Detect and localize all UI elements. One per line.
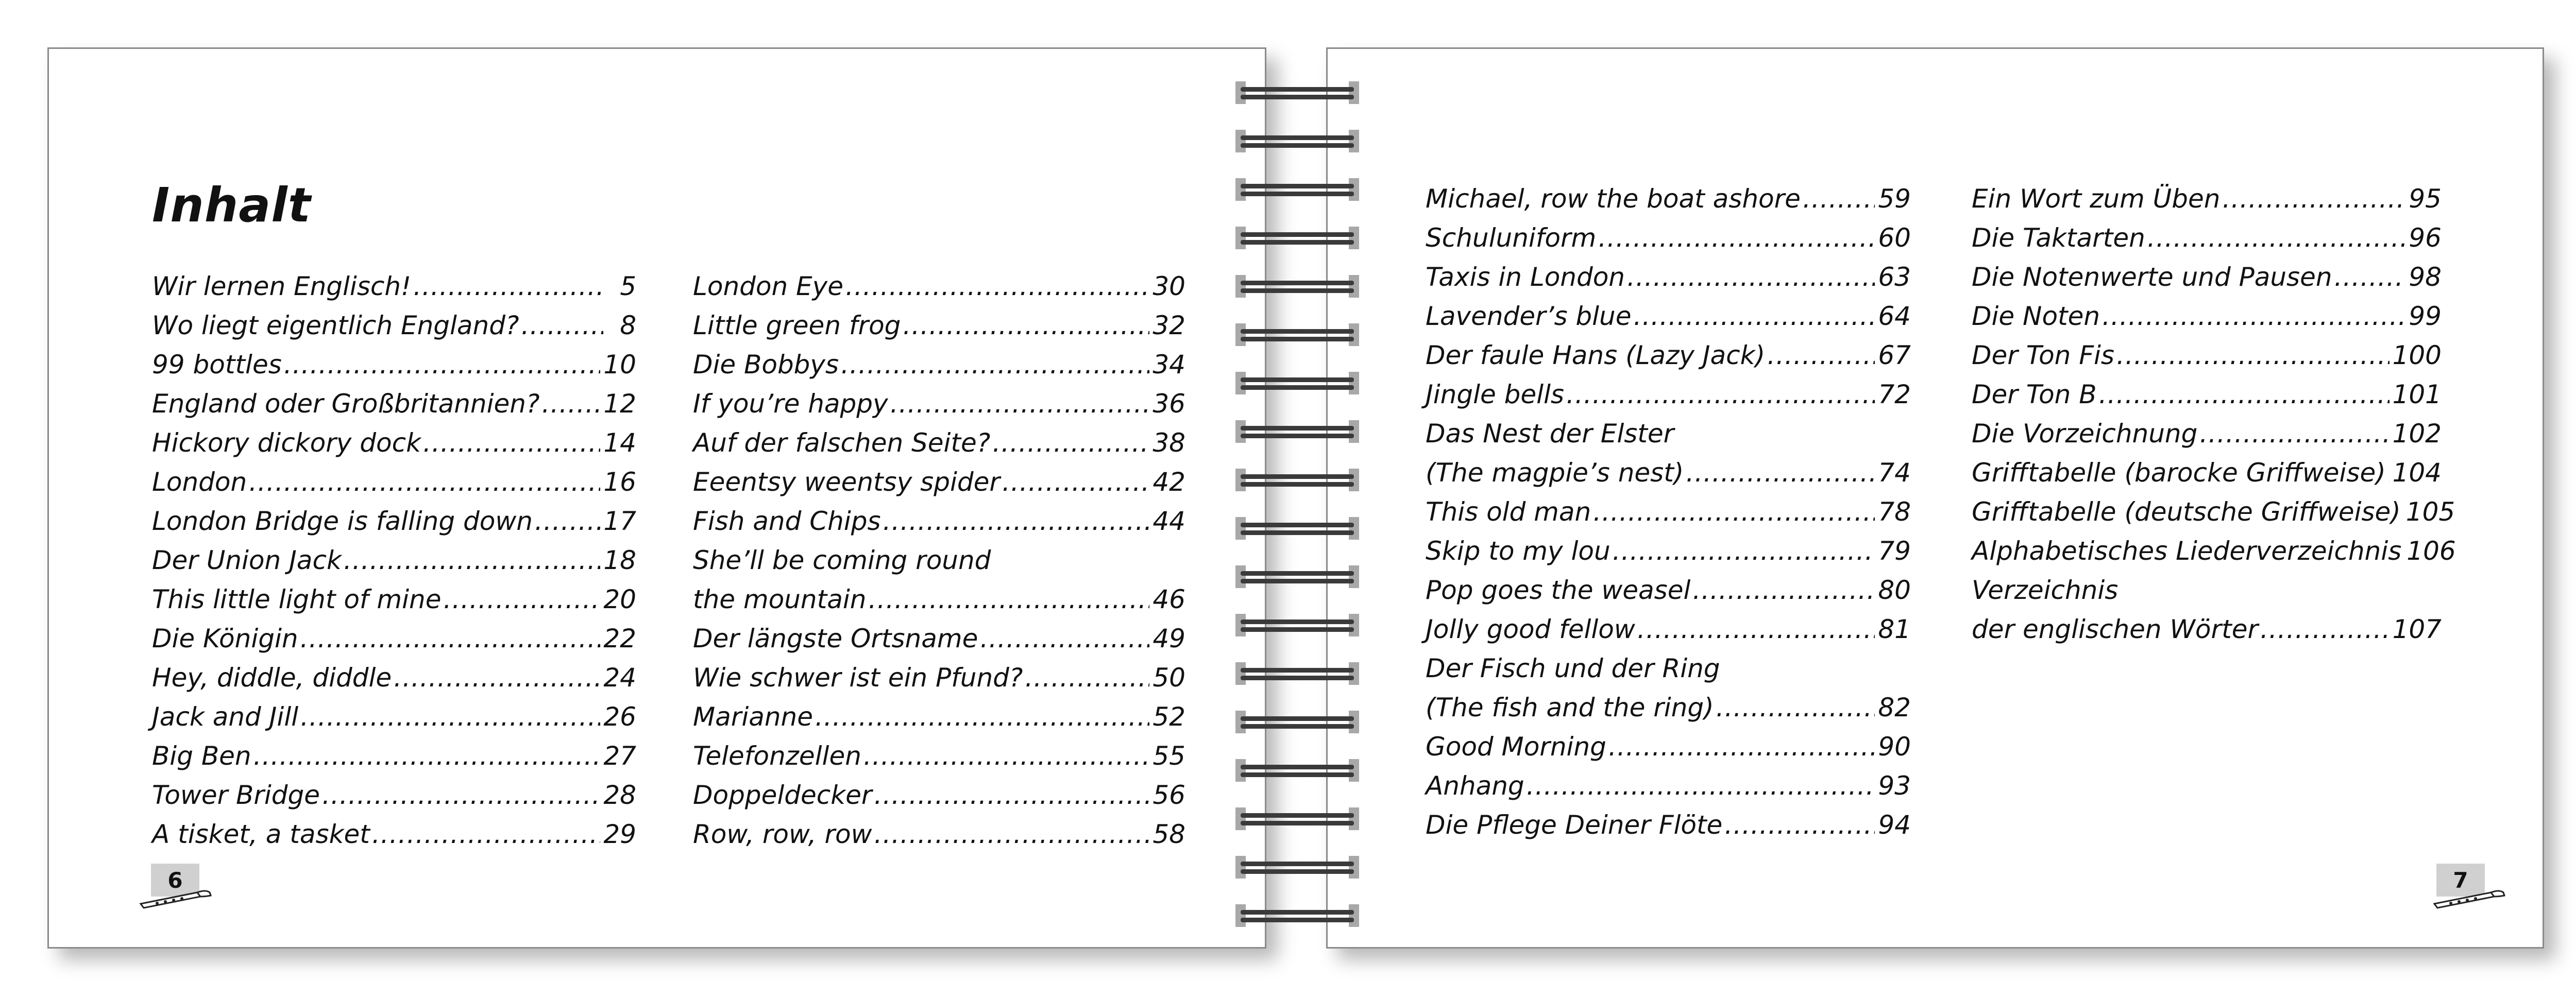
toc-entry-page: 42	[1153, 467, 1185, 497]
toc-dot-leader	[2388, 460, 2389, 486]
binding-ring	[1235, 323, 1359, 346]
toc-dot-leader	[322, 782, 600, 808]
toc-entry-page: 26	[603, 702, 636, 732]
toc-entry-title: Der Union Jack	[152, 545, 342, 575]
toc-entry-title: Schuluniform	[1426, 223, 1597, 253]
toc-dot-leader	[300, 704, 600, 730]
toc-entry-title: Die Königin	[152, 624, 298, 653]
toc-entry-title: Die Taktarten	[1972, 223, 2145, 253]
toc-entry-page: 100	[2392, 340, 2442, 370]
toc-entry-title: Row, row, row	[693, 819, 872, 849]
toc-dot-leader	[874, 821, 1150, 847]
toc-entry	[152, 808, 636, 847]
toc-entry	[1426, 760, 1911, 799]
toc-entry	[693, 730, 1185, 769]
toc-entry	[1426, 564, 1911, 603]
toc-entry-title: Der längste Ortsname	[693, 624, 978, 653]
toc-entry-page: 63	[1878, 262, 1911, 292]
toc-entry-page: 78	[1878, 497, 1911, 527]
toc-entry	[1426, 720, 1911, 760]
toc-entry-title: 99 bottles	[152, 350, 282, 380]
toc-dot-leader	[874, 782, 1150, 808]
toc-entry	[152, 456, 636, 495]
toc-column-1	[152, 260, 636, 847]
toc-entry	[1426, 603, 1911, 642]
toc-entry-title: Pop goes the weasel	[1426, 575, 1691, 605]
toc-entry-page: 106	[2406, 536, 2456, 566]
toc-entry	[1972, 251, 2442, 290]
toc-entry-page: 102	[2392, 419, 2442, 449]
toc-entry-title: A tisket, a tasket	[152, 819, 370, 849]
toc-entry-page: 34	[1153, 350, 1185, 380]
toc-dot-leader	[1724, 812, 1875, 838]
toc-entry	[152, 769, 636, 808]
toc-dot-leader	[372, 821, 600, 847]
toc-entry	[1972, 486, 2455, 527]
toc-dot-leader	[1627, 264, 1875, 290]
toc-entry	[152, 612, 636, 651]
toc-entry	[152, 377, 636, 417]
toc-entry-page: 107	[2392, 614, 2442, 644]
toc-entry	[1426, 681, 1911, 720]
toc-entry-title: Telefonzellen	[693, 741, 861, 771]
binding-ring	[1235, 275, 1359, 298]
toc-column-4	[1972, 173, 2456, 644]
toc-entry-title: Wo liegt eigentlich England?	[152, 311, 519, 340]
toc-dot-leader	[284, 352, 601, 377]
toc-entry	[693, 417, 1185, 456]
toc-dot-leader	[1767, 342, 1875, 368]
toc-entry	[152, 338, 636, 380]
toc-entry	[693, 260, 1185, 299]
toc-entry	[693, 808, 1185, 847]
toc-entry-page: 14	[603, 428, 636, 458]
toc-entry-page: 30	[1153, 271, 1185, 301]
toc-entry-page: 49	[1153, 624, 1185, 653]
toc-entry-page: 58	[1153, 819, 1185, 849]
toc-entry-title: England oder Großbritannien?	[152, 389, 540, 419]
toc-dot-leader	[535, 508, 600, 534]
toc-dot-leader	[413, 273, 603, 299]
toc-entry	[152, 651, 636, 691]
binding-ring	[1235, 662, 1359, 685]
toc-dot-leader	[992, 430, 1149, 456]
toc-entry-page: 59	[1878, 184, 1911, 214]
toc-entry	[1972, 603, 2442, 642]
binding-ring	[1235, 565, 1359, 588]
toc-dot-leader	[841, 352, 1149, 377]
toc-entry-page: 81	[1878, 614, 1911, 644]
toc-entry	[1972, 290, 2442, 329]
toc-dot-leader	[1608, 734, 1875, 760]
toc-entry-title: London Eye	[693, 271, 843, 301]
toc-entry-title: If you’re happy	[693, 389, 888, 419]
toc-entry-page: 99	[2409, 301, 2442, 331]
toc-entry	[1426, 642, 1911, 681]
toc-entry	[1972, 525, 2456, 566]
toc-entry	[693, 651, 1185, 691]
toc-entry-title: Doppeldecker	[693, 780, 872, 810]
toc-entry-title: Eeentsy weentsy spider	[693, 467, 1000, 497]
toc-dot-leader	[542, 391, 601, 417]
toc-entry-title: Der Fisch und der Ring	[1426, 653, 1720, 683]
toc-entry-page: 32	[1153, 311, 1185, 340]
toc-entry	[693, 377, 1185, 417]
toc-entry-page: 96	[2409, 223, 2442, 253]
toc-entry-page: 104	[2392, 458, 2442, 488]
binding-ring	[1235, 759, 1359, 782]
toc-entry-title: London Bridge is falling down	[152, 506, 533, 536]
toc-dot-leader	[1634, 303, 1875, 329]
toc-entry-page: 80	[1878, 575, 1911, 605]
toc-dot-leader	[2116, 342, 2389, 368]
toc-entry-title: (The fish and the ring)	[1426, 693, 1714, 722]
toc-entry-title: Tower Bridge	[152, 780, 320, 810]
toc-entry-page: 17	[603, 506, 636, 536]
toc-entry-page: 105	[2405, 497, 2455, 527]
toc-dot-leader	[1598, 225, 1875, 251]
toc-entry-title: Fish and Chips	[693, 506, 881, 536]
toc-entry-page: 64	[1878, 301, 1911, 331]
toc-entry-title: Little green frog	[693, 311, 901, 340]
toc-dot-leader	[863, 743, 1149, 769]
toc-entry-title: She’ll be coming round	[693, 545, 991, 575]
toc-entry-title: This little light of mine	[152, 584, 442, 614]
toc-entry-title: Grifftabelle (barocke Griffweise)	[1972, 458, 2386, 488]
toc-entry	[152, 730, 636, 769]
toc-dot-leader	[2102, 303, 2405, 329]
toc-entry	[1426, 173, 1911, 212]
toc-entry-page: 82	[1878, 693, 1911, 722]
toc-entry-title: Der faule Hans (Lazy Jack)	[1426, 340, 1766, 370]
toc-entry	[693, 573, 1185, 612]
toc-dot-leader	[868, 587, 1149, 612]
toc-entry-title: the mountain	[693, 584, 867, 614]
toc-dot-leader	[1637, 616, 1875, 642]
toc-dot-leader	[1593, 499, 1875, 525]
toc-dot-leader	[300, 626, 601, 651]
toc-dot-leader	[2099, 382, 2389, 407]
toc-column-3	[1426, 173, 1911, 838]
toc-dot-leader	[394, 665, 600, 691]
toc-dot-leader	[423, 430, 600, 456]
page-title: Inhalt	[152, 178, 311, 233]
toc-dot-leader	[1613, 538, 1875, 564]
toc-entry-title: London	[152, 467, 247, 497]
right-page	[1326, 47, 2544, 949]
toc-dot-leader	[2222, 186, 2405, 212]
toc-entry-title: Taxis in London	[1426, 262, 1625, 292]
toc-entry-page: 29	[603, 819, 636, 849]
toc-dot-leader	[2147, 225, 2406, 251]
toc-entry-page: 93	[1878, 771, 1911, 801]
toc-entry-title: This old man	[1426, 497, 1591, 527]
toc-entry	[1426, 407, 1911, 449]
toc-entry	[693, 495, 1185, 534]
toc-entry-title: Michael, row the boat ashore	[1426, 184, 1801, 214]
toc-dot-leader	[253, 743, 601, 769]
toc-entry	[1972, 329, 2442, 368]
toc-entry	[152, 573, 636, 612]
toc-dot-leader	[903, 313, 1149, 338]
toc-entry-page: 67	[1878, 340, 1911, 370]
binding-ring	[1235, 178, 1359, 201]
toc-entry-page: 72	[1878, 380, 1911, 409]
toc-entry	[152, 299, 636, 338]
toc-entry-page: 79	[1878, 536, 1911, 566]
toc-entry-title: Anhang	[1426, 771, 1524, 801]
toc-entry	[693, 769, 1185, 808]
toc-entry-page: 46	[1153, 584, 1185, 614]
toc-entry-page: 16	[603, 467, 636, 497]
toc-entry-title: Jolly good fellow	[1426, 614, 1635, 644]
toc-entry	[1972, 212, 2442, 251]
toc-entry	[693, 534, 1185, 573]
toc-entry-page: 60	[1878, 223, 1911, 253]
toc-entry-title: Good Morning	[1426, 732, 1606, 762]
toc-entry-page: 20	[603, 584, 636, 614]
page-number: 6	[167, 867, 183, 893]
toc-entry-page: 98	[2409, 262, 2442, 292]
toc-entry-title: Wir lernen Englisch!	[152, 271, 412, 301]
binding-ring	[1235, 469, 1359, 491]
toc-entry-page: 5	[620, 271, 636, 301]
binding-ring	[1235, 614, 1359, 636]
toc-entry-title: der englischen Wörter	[1972, 614, 2259, 644]
toc-entry-page: 90	[1878, 732, 1911, 762]
toc-entry-title: Die Pflege Deiner Flöte	[1426, 810, 1723, 840]
toc-entry	[693, 338, 1185, 380]
toc-entry-page: 38	[1153, 428, 1185, 458]
binding-ring	[1235, 81, 1359, 104]
toc-entry-title: Jack and Jill	[152, 702, 299, 732]
toc-entry-title: Hickory dickory dock	[152, 428, 421, 458]
toc-entry-title: Alphabetisches Liederverzeichnis	[1972, 536, 2402, 566]
binding-ring	[1235, 420, 1359, 443]
toc-dot-leader	[1002, 469, 1149, 495]
toc-entry-title: Lavender’s blue	[1426, 301, 1632, 331]
left-page	[47, 47, 1266, 949]
toc-entry	[1972, 407, 2442, 449]
toc-entry	[152, 534, 636, 573]
toc-entry	[693, 612, 1185, 651]
toc-dot-leader	[980, 626, 1149, 651]
binding-ring	[1235, 856, 1359, 879]
toc-entry-title: Skip to my lou	[1426, 536, 1611, 566]
toc-entry	[1426, 446, 1911, 486]
toc-entry	[1972, 368, 2442, 407]
toc-entry-page: 12	[603, 389, 636, 419]
toc-entry-title: Die Bobbys	[693, 350, 839, 380]
toc-dot-leader	[2260, 616, 2389, 642]
recorder-flute-icon	[2430, 881, 2507, 912]
toc-entry-page: 94	[1878, 810, 1911, 840]
toc-entry	[1972, 564, 2442, 603]
toc-entry-title: Die Noten	[1972, 301, 2100, 331]
toc-dot-leader	[249, 469, 600, 495]
toc-dot-leader	[815, 704, 1149, 730]
toc-dot-leader	[1803, 186, 1875, 212]
toc-entry-title: Wie schwer ist ein Pfund?	[693, 663, 1023, 693]
toc-entry-title: Die Notenwerte und Pausen	[1972, 262, 2332, 292]
toc-entry-page: 18	[603, 545, 636, 575]
toc-entry-page: 101	[2392, 380, 2442, 409]
toc-entry-title: Jingle bells	[1426, 380, 1564, 409]
toc-entry	[1426, 212, 1911, 251]
toc-entry	[693, 456, 1185, 495]
toc-dot-leader	[1025, 665, 1149, 691]
binding-ring	[1235, 372, 1359, 394]
toc-entry	[1426, 329, 1911, 368]
toc-entry	[1426, 799, 1911, 838]
toc-entry-page: 56	[1153, 780, 1185, 810]
binding-ring	[1235, 227, 1359, 249]
binding-ring	[1235, 517, 1359, 540]
toc-entry-title: Big Ben	[152, 741, 251, 771]
toc-entry-title: Verzeichnis	[1972, 575, 2119, 605]
toc-entry	[1426, 290, 1911, 329]
toc-entry-page: 74	[1878, 458, 1911, 488]
toc-entry-page: 24	[603, 663, 636, 693]
toc-dot-leader	[1692, 577, 1875, 603]
toc-dot-leader	[1566, 382, 1875, 407]
toc-column-2	[693, 260, 1185, 847]
toc-entry-page: 22	[603, 624, 636, 653]
toc-entry-title: Der Ton Fis	[1972, 340, 2114, 370]
toc-entry-title: (The magpie’s nest)	[1426, 458, 1684, 488]
toc-entry-title: Das Nest der Elster	[1426, 419, 1674, 449]
toc-entry	[152, 260, 636, 299]
binding-ring	[1235, 904, 1359, 927]
page-number: 7	[2453, 867, 2468, 893]
toc-entry-title: Auf der falschen Seite?	[693, 428, 991, 458]
toc-entry	[693, 691, 1185, 730]
toc-entry	[152, 691, 636, 730]
toc-entry-page: 52	[1153, 702, 1185, 732]
toc-entry	[1426, 251, 1911, 290]
binding-ring	[1235, 711, 1359, 733]
binding-ring	[1235, 807, 1359, 830]
toc-dot-leader	[521, 313, 603, 338]
toc-entry-title: Grifftabelle (deutsche Griffweise)	[1972, 497, 2401, 527]
toc-entry-page: 36	[1153, 389, 1185, 419]
toc-entry	[1426, 368, 1911, 407]
toc-dot-leader	[845, 273, 1149, 299]
toc-dot-leader	[1527, 773, 1875, 799]
spiral-binding	[1235, 81, 1359, 926]
toc-entry-page: 27	[603, 741, 636, 771]
toc-entry-page: 55	[1153, 741, 1185, 771]
toc-entry	[152, 495, 636, 534]
toc-dot-leader	[1716, 695, 1875, 720]
toc-entry-page: 10	[603, 350, 636, 380]
toc-entry-page: 44	[1153, 506, 1185, 536]
toc-entry-page: 95	[2409, 184, 2442, 214]
toc-entry	[693, 299, 1185, 338]
toc-entry	[152, 417, 636, 456]
toc-dot-leader	[443, 587, 600, 612]
toc-dot-leader	[2199, 421, 2389, 446]
toc-dot-leader	[2334, 264, 2406, 290]
recorder-flute-icon	[137, 881, 214, 912]
toc-dot-leader	[883, 508, 1150, 534]
toc-entry	[1972, 173, 2442, 212]
toc-entry	[1426, 486, 1911, 525]
toc-entry-page: 28	[603, 780, 636, 810]
toc-entry-title: Die Vorzeichnung	[1972, 419, 2198, 449]
binding-ring	[1235, 130, 1359, 152]
toc-dot-leader	[1686, 460, 1875, 486]
toc-entry-title: Ein Wort zum Üben	[1972, 184, 2221, 214]
toc-entry-page: 8	[620, 311, 636, 340]
toc-entry	[1426, 525, 1911, 564]
toc-dot-leader	[890, 391, 1150, 417]
toc-entry-title: Marianne	[693, 702, 814, 732]
toc-entry-title: Hey, diddle, diddle	[152, 663, 392, 693]
toc-entry-title: Der Ton B	[1972, 380, 2097, 409]
toc-entry	[1972, 446, 2442, 486]
toc-entry-page: 50	[1153, 663, 1185, 693]
toc-dot-leader	[344, 547, 600, 573]
